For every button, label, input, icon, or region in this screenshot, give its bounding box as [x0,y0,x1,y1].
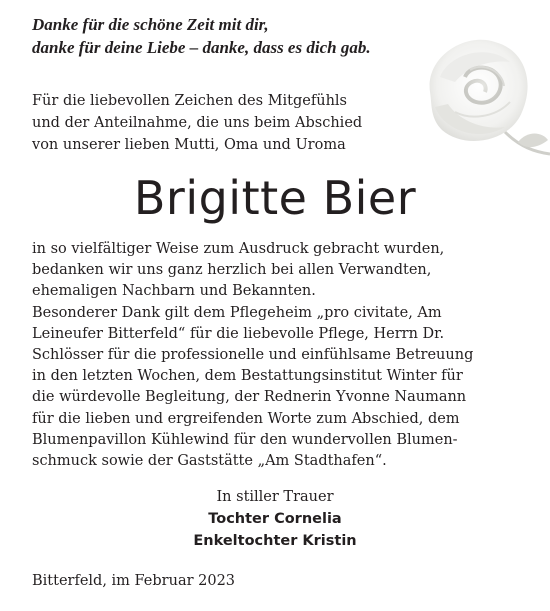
signer-daughter: Tochter Cornelia [208,511,342,527]
white-rose-icon [410,22,550,172]
intro-line-2: und der Anteilnahme, die uns beim Abschied [32,115,363,131]
mourning-phrase: In stiller Trauer [216,489,334,505]
body-line: Blumenpavillon Kühlewind für den wundervollen Blumen- [32,431,458,448]
verse-line-2: danke für deine Liebe – danke, dass es dich gab. [32,38,371,57]
body-line: Besonderer Dank gilt dem Pflegeheim „pro civitate, Am [32,304,442,321]
closing-block [0,486,550,552]
body-line: in den letzten Wochen, dem Bestattungsinstitut Winter für [32,368,463,385]
body-line: Leineufer Bitterfeld“ für die liebevolle Pflege, Herrn Dr. [32,325,445,342]
body-line: ehemaligen Nachbarn und Bekannten. [32,283,316,300]
verse-line-1: Danke für die schöne Zeit mit dir, [32,15,269,34]
body-line: bedanken wir uns ganz herzlich bei allen Verwandten, [32,262,432,279]
place-date: Bitterfeld, im Februar 2023 [32,573,236,589]
signer-granddaughter: Enkeltochter Kristin [193,533,357,549]
body-line: die würdevolle Begleitung, der Rednerin Yvonne Naumann [32,389,467,406]
body-line: schmuck sowie der Gaststätte „Am Stadthafen“. [32,453,387,470]
thanks-body [32,239,532,472]
body-line: in so vielfältiger Weise zum Ausdruck gebracht wurden, [32,241,445,257]
verse-block [32,13,452,59]
body-line: Schlösser für die professionelle und einfühlsame Betreuung [32,347,474,364]
deceased-name: Brigitte Bier [133,171,417,225]
intro-text [32,90,412,156]
body-line: für die lieben und ergreifenden Worte zum Abschied, dem [32,410,460,427]
intro-line-1: Für die liebevollen Zeichen des Mitgefühls [32,93,347,109]
intro-line-3: von unserer lieben Mutti, Oma und Uroma [32,137,346,153]
